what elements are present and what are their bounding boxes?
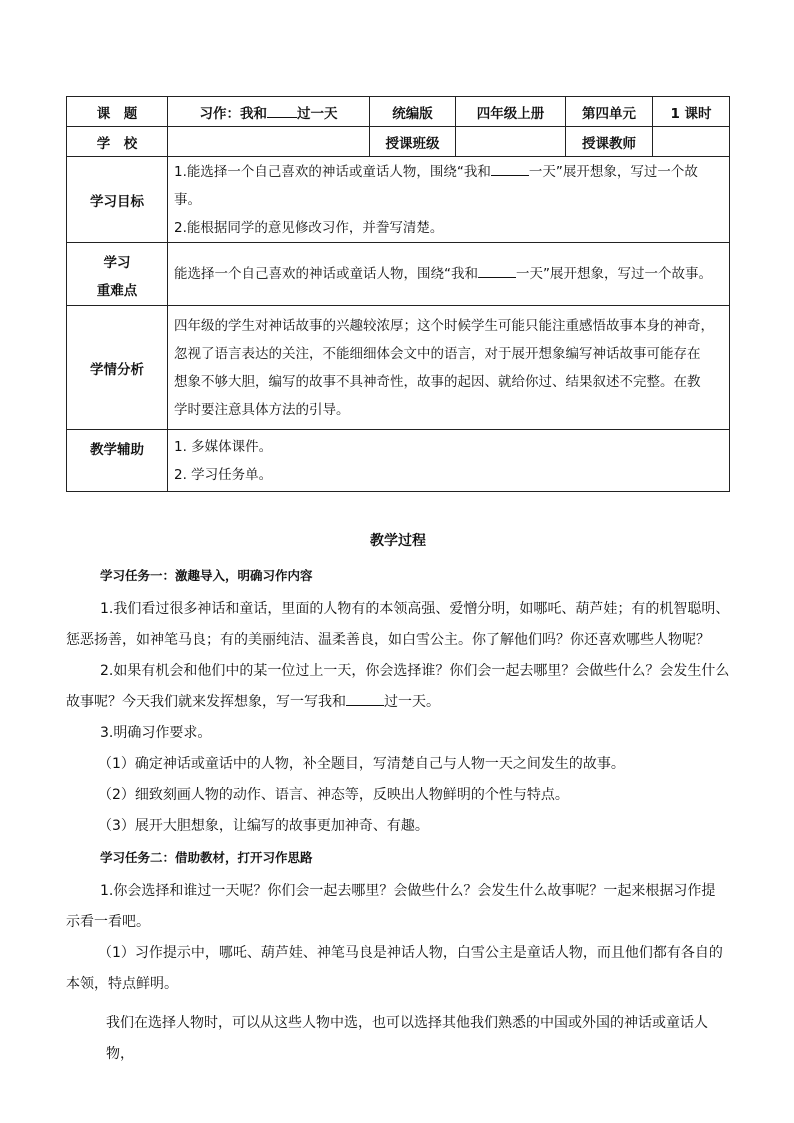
table-row-topic	[67, 97, 730, 127]
teacher-value	[653, 127, 730, 157]
table-row-aids	[67, 430, 730, 492]
school-label: 学 校	[67, 127, 168, 157]
table-row-analysis	[67, 306, 730, 430]
task1-req-2: （2）细致刻画人物的动作、语言、神态等，反映出人物鲜明的个性与特点。	[98, 787, 569, 803]
task1-p1-line2: 惩恶扬善，如神笔马良；有的美丽纯洁、温柔善良，如白雪公主。你了解他们吗？你还喜欢哪些人物呢？	[66, 632, 710, 648]
school-value	[168, 127, 370, 157]
analysis-label: 学情分析	[67, 306, 168, 430]
task1-p2-line2: 故事呢？今天我们就来发挥想象，写一写我和 过一天。	[66, 687, 730, 718]
task2-p1-line1: 1.你会选择和谁过一天呢？你们会一起去哪里？会做些什么？会发生什么故事呢？一起来根据习作提	[100, 883, 716, 899]
goals-content	[168, 157, 730, 243]
goal-item-1: 1.能选择一个自己喜欢的神话或童话人物，围绕“我和 一天”展开想象，写过一个故	[174, 158, 723, 186]
lesson-info-table	[66, 96, 730, 492]
task2-s1-line1: （1）习作提示中，哪吒、葫芦娃、神笔马良是神话人物，白雪公主是童话人物，而且他们都有各自的	[98, 945, 723, 961]
key-points-label: 学习 重难点	[67, 243, 168, 306]
aids-label: 教学辅助	[67, 430, 168, 492]
topic-blank	[267, 103, 297, 118]
task1-blank	[346, 691, 384, 706]
task1-p3: 3.明确习作要求。	[100, 725, 212, 741]
unit-cell: 第四单元	[566, 97, 653, 127]
grade-cell: 四年级上册	[456, 97, 566, 127]
task1-heading: 学习任务一：激趣导入，明确习作内容	[100, 568, 313, 583]
goals-label: 学习目标	[67, 157, 168, 243]
topic-title-suffix: 过一天	[297, 105, 338, 122]
topic-title	[168, 97, 370, 127]
edition-cell: 统编版	[370, 97, 456, 127]
table-row-goals	[67, 157, 730, 243]
class-label: 授课班级	[370, 127, 456, 157]
task1-req-3: （3）展开大胆想象，让编写的故事更加神奇、有趣。	[98, 818, 429, 834]
process-title: 教学过程	[370, 533, 426, 549]
table-row-key-points	[67, 243, 730, 306]
lessons-cell: 1 课时	[653, 97, 730, 127]
analysis-content: 四年级的学生对神话故事的兴趣较浓厚；这个时候学生可能只能注重感悟故事本身的神奇， 忽视了语言表达的关注，不能细细体会文中的语言，对于展开想象编写神话故事可能存在 想象不够大胆，编写的故事不具神奇性，故事的起因、就给你过、结果叙述不完整。在教 学时要注意具体方法的引导。	[168, 306, 730, 430]
task2-s2-line1: 我们在选择人物时，可以从这些人物中选，也可以选择其他我们熟悉的中国或外国的神话或童话人物，	[106, 1015, 708, 1062]
key-points-blank	[478, 263, 516, 278]
aid-item-2: 2. 学习任务单。	[174, 466, 273, 483]
task2-s1-line2: 本领，特点鲜明。	[66, 976, 178, 992]
aid-item-1: 1. 多媒体课件。	[174, 438, 273, 455]
task1-p1-line1: 1.我们看过很多神话和童话，里面的人物有的本领高强、爱憎分明，如哪吒、葫芦娃；有的机智聪明、	[100, 601, 730, 617]
key-points-content: 能选择一个自己喜欢的神话或童话人物，围绕“我和 一天”展开想象，写过一个故事。	[168, 243, 730, 306]
aids-content	[168, 430, 730, 492]
task2-p1-line2: 示看一看吧。	[66, 914, 150, 930]
task1-req-1: （1）确定神话或童话中的人物，补全题目，写清楚自己与人物一天之间发生的故事。	[98, 756, 625, 772]
class-value	[456, 127, 566, 157]
goal-blank	[491, 161, 529, 176]
topic-title-prefix: 习作：我和	[199, 105, 267, 122]
goal-item-1-cont: 事。	[174, 191, 201, 208]
teaching-process	[66, 530, 730, 1070]
goal-item-2: 2.能根据同学的意见修改习作，并誊写清楚。	[174, 219, 444, 236]
task2-heading: 学习任务二：借助教材，打开习作思路	[100, 850, 313, 865]
topic-label: 课 题	[67, 97, 168, 127]
table-row-school	[67, 127, 730, 157]
teacher-label: 授课教师	[566, 127, 653, 157]
task1-p2-line1: 2.如果有机会和他们中的某一位过上一天，你会选择谁？你们会一起去哪里？会做些什么？会发生什么	[100, 663, 730, 679]
